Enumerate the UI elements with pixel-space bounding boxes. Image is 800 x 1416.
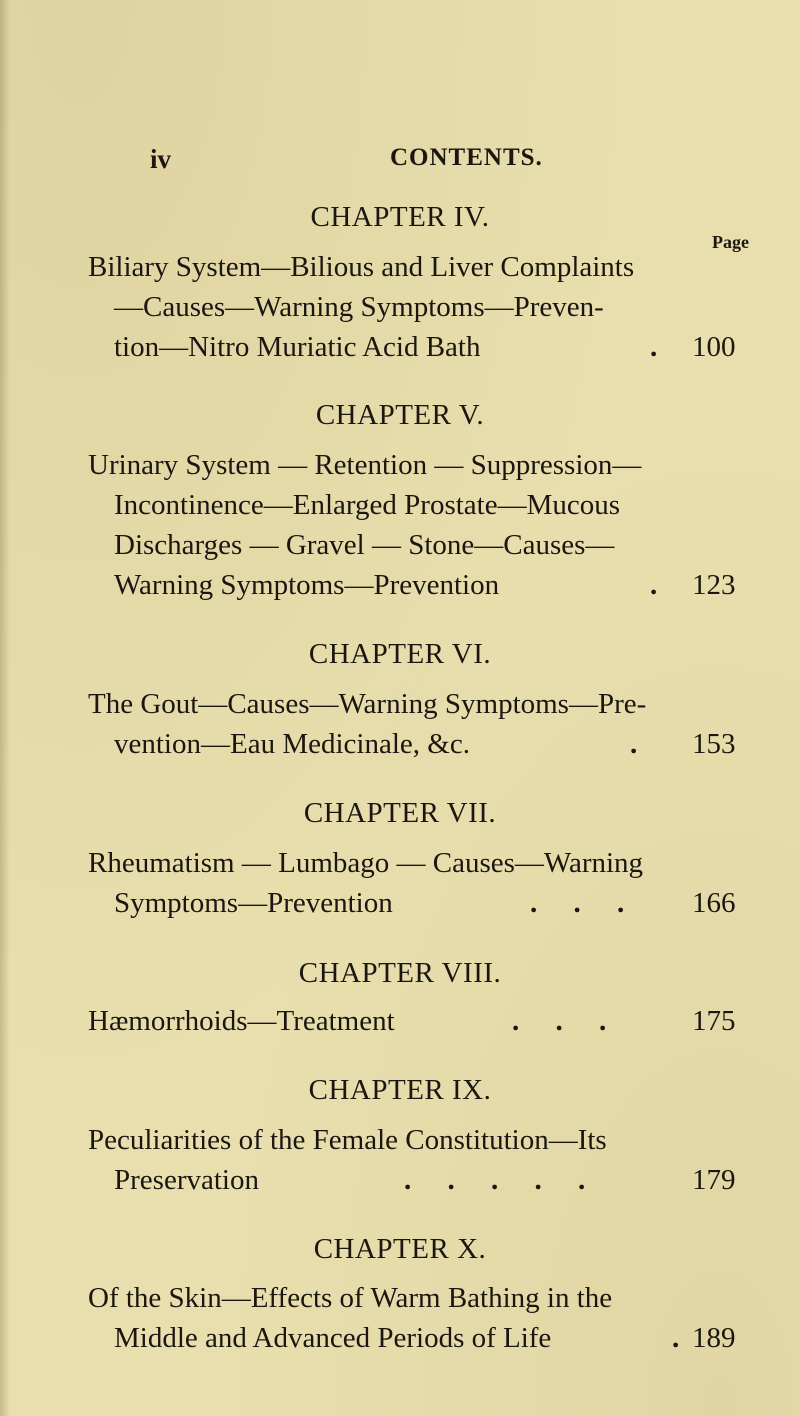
- toc-page-number: 175: [692, 1005, 736, 1037]
- dot-leader: . . .: [530, 887, 625, 919]
- chapter-heading: CHAPTER IV.: [310, 201, 490, 233]
- chapter-heading: CHAPTER IX.: [308, 1074, 492, 1106]
- page-column-label: Page: [712, 232, 749, 252]
- dot-leader: .: [630, 728, 638, 760]
- toc-entry-line: Incontinence—Enlarged Prostate—Mucous: [114, 489, 621, 521]
- toc-entry-line: Discharges — Gravel — Stone—Causes—: [114, 529, 615, 561]
- toc-entry-line: vention—Eau Medicinale, &c.: [114, 728, 470, 760]
- running-head: [150, 140, 750, 180]
- chapter-heading: CHAPTER VII.: [303, 797, 497, 829]
- toc-page-number: 153: [692, 728, 736, 760]
- toc-entry-line: Biliary System—Bilious and Liver Complaints: [88, 251, 635, 283]
- toc-page-number: 179: [692, 1164, 736, 1196]
- toc-page-number: 189: [692, 1322, 736, 1354]
- chapter-heading: CHAPTER X.: [313, 1233, 487, 1265]
- running-head-title: CONTENTS.: [390, 144, 543, 171]
- chapter-heading: CHAPTER VIII.: [298, 957, 502, 989]
- toc-entry-line: Hæmorrhoids—Treatment: [88, 1005, 395, 1037]
- toc-page-number: 123: [692, 569, 736, 601]
- toc-entry-line: Middle and Advanced Periods of Life: [114, 1322, 552, 1354]
- dot-leader: .: [650, 569, 658, 601]
- dot-leader: . . . . .: [404, 1164, 586, 1196]
- toc-entry-line: Rheumatism — Lumbago — Causes—Warning: [88, 847, 644, 879]
- toc-page-number: 100: [692, 331, 736, 363]
- toc-entry-line: Warning Symptoms—Prevention: [114, 569, 500, 601]
- page-folio: iv: [150, 144, 172, 174]
- toc-entry-line: Preservation: [114, 1164, 259, 1196]
- toc-entry-line: Of the Skin—Effects of Warm Bathing in the: [88, 1282, 613, 1314]
- chapter-heading: CHAPTER VI.: [308, 638, 492, 670]
- dot-leader: .: [650, 331, 658, 363]
- toc-entry-line: tion—Nitro Muriatic Acid Bath: [114, 331, 481, 363]
- toc-entry-line: Symptoms—Prevention: [114, 887, 393, 919]
- dot-leader: .: [672, 1322, 680, 1354]
- dot-leader: . . .: [512, 1005, 607, 1037]
- toc-entry-line: Peculiarities of the Female Constitution—Its: [88, 1124, 607, 1156]
- toc-entry-line: The Gout—Causes—Warning Symptoms—Pre-: [88, 688, 647, 720]
- chapter-heading: CHAPTER V.: [315, 399, 485, 431]
- toc-entry-line: —Causes—Warning Symptoms—Preven-: [114, 291, 604, 323]
- toc-page-number: 166: [692, 887, 736, 919]
- toc-entry-line: Urinary System — Retention — Suppression—: [88, 449, 642, 481]
